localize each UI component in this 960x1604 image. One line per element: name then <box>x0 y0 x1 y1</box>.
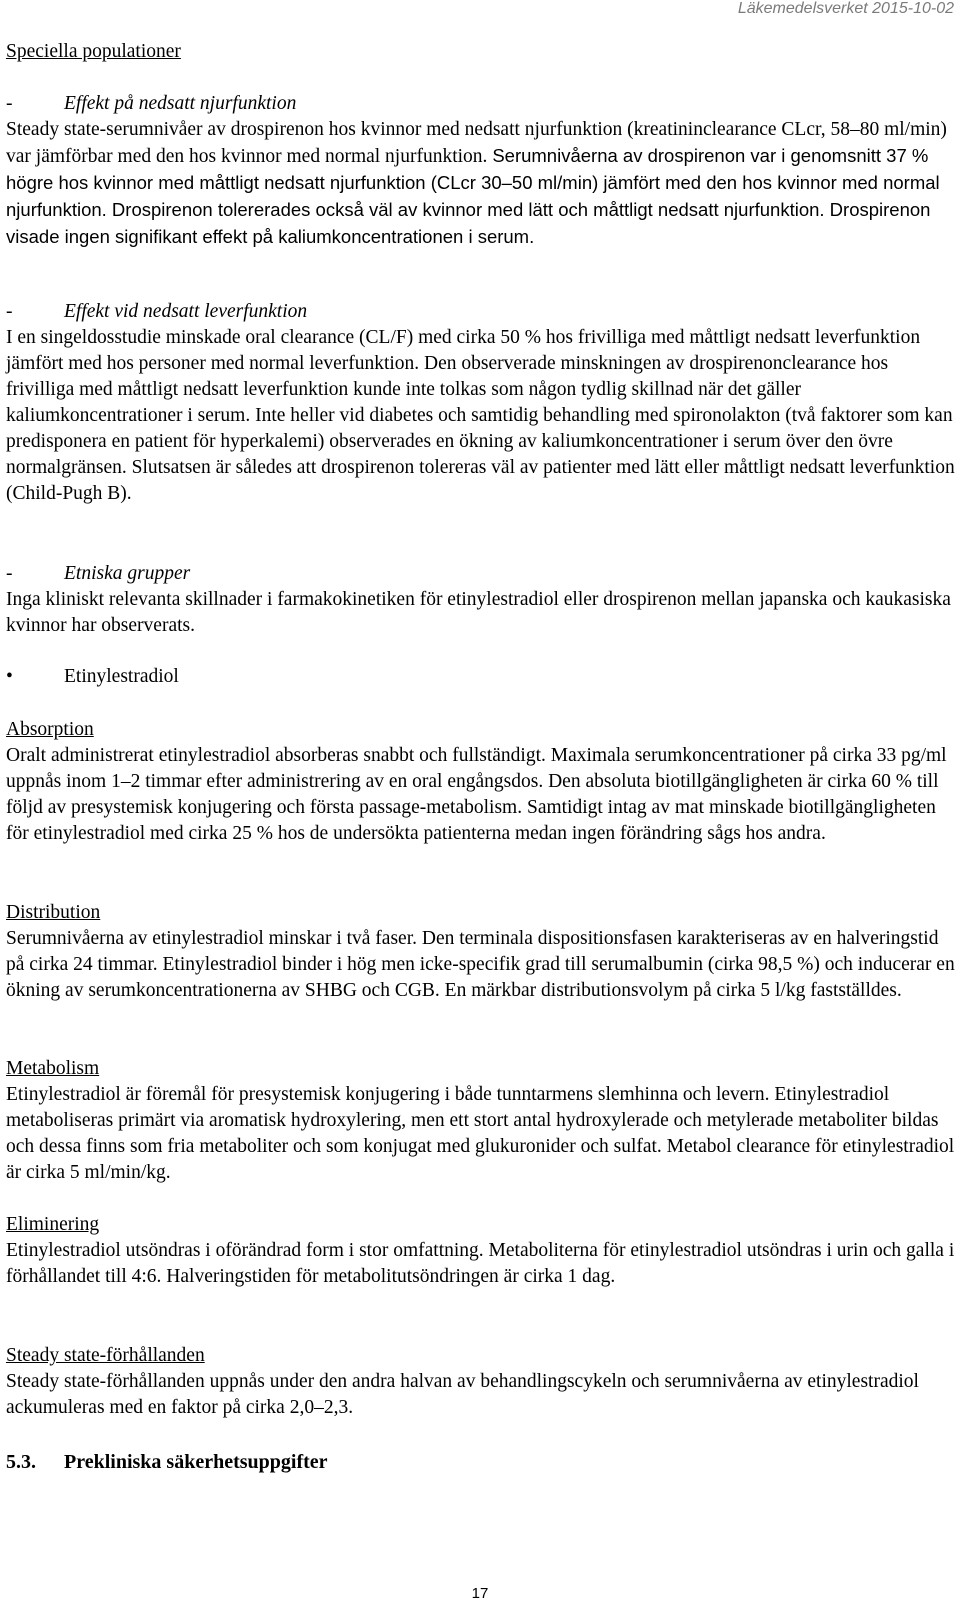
section-heading-text: Prekliniska säkerhetsuppgifter <box>64 1451 328 1473</box>
ethinylestradiol-label: Etinylestradiol <box>64 666 179 687</box>
section-number: 5.3. <box>6 1451 36 1473</box>
renal-heading-text: Effekt på nedsatt njurfunktion <box>64 93 297 114</box>
hepatic-heading-text: Effekt vid nedsatt leverfunktion <box>64 301 308 322</box>
hepatic-section <box>6 299 956 507</box>
renal-text-b: Serumnivåerna av drospirenon var i genomsnitt 37 % högre hos kvinnor med måttligt nedsatt njurfunktion (CLcr 30–50 ml/min) jämfört med den hos kvinnor med normal njurfunktion. Drospirenon tolererades också väl av kvinnor med lätt och måttligt nedsatt njurfunktion. Drospirenon visade ingen signifikant effekt på kaliumkoncentrationen i serum. <box>6 145 940 247</box>
absorption-paragraph: Oralt administrerat etinylestradiol absorberas snabbt och fullständigt. Maximala serumkoncentrationer på cirka 33 pg/ml uppnås inom 1–2 timmar efter administrering av en oral engångsdos. Den absoluta biotillgängligheten är cirka 60 % till följd av presystemisk konjugering och första passage-metabolism. Samtidigt intag av mat minskade biotillgängligheten för etinylestradiol med cirka 25 % hos de undersökta patienterna medan ingen förändring sågs hos andra. <box>6 745 947 844</box>
section-title-elimination: Eliminering <box>6 1214 100 1235</box>
dash: - <box>6 301 13 322</box>
distribution-paragraph: Serumnivåerna av etinylestradiol minskar i två faser. Den terminala dispositionsfasen karakteriseras av en halveringstid på cirka 24 timmar. Etinylestradiol binder i hög men icke-specifik grad till serumalbumin (cirka 98,5 %) och inducerar en ökning av serumkoncentrationerna av SHBG och CGB. En märkbar distributionsvolym på cirka 5 l/kg fastställdes. <box>6 928 955 1001</box>
ethnic-paragraph: Inga kliniskt relevanta skillnader i farmakokinetiken för etinylestradiol eller drospirenon mellan japanska och kaukasiska kvinnor har observerats. <box>6 589 951 636</box>
dash: - <box>6 563 13 584</box>
renal-paragraph <box>6 117 956 251</box>
bullet-icon: • <box>6 666 13 687</box>
steady-state-paragraph: Steady state-förhållanden uppnås under den andra halvan av behandlingscykeln och serumnivåerna av etinylestradiol ackumuleras med en faktor på cirka 2,0–2,3. <box>6 1371 919 1418</box>
metabolism-paragraph: Etinylestradiol är föremål för presystemisk konjugering i både tunntarmens slemhinna och levern. Etinylestradiol metaboliseras primärt via aromatisk hydroxylering, men ett stort antal hydroxylerade och metylerade metaboliter bildas och dessa finns som fria metaboliter och som konjugat med glukuronider och sulfat. Metabol clearance för etinylestradiol är cirka 5 ml/min/kg. <box>6 1084 955 1183</box>
dash: - <box>6 93 13 114</box>
page-number: 17 <box>471 1585 489 1602</box>
document-date-header: Läkemedelsverket 2015-10-02 <box>737 0 954 17</box>
section-title-absorption: Absorption <box>6 719 94 740</box>
hepatic-heading <box>6 299 956 325</box>
elimination-paragraph: Etinylestradiol utsöndras i oförändrad form i stor omfattning. Metaboliterna för etinylestradiol utsöndras i urin och galla i förhållandet till 4:6. Halveringstiden för metabolitutsöndringen är cirka 1 dag. <box>6 1240 955 1287</box>
renal-text-a: Steady state-serumnivåer av drospirenon hos kvinnor med nedsatt njurfunktion (kreatininclearance CLcr, 58–80 ml/min) var jämförbar med den hos kvinnor med normal njurfunktion. <box>6 119 947 167</box>
section-title-metabolism: Metabolism <box>6 1058 100 1079</box>
section-title-steady-state: Steady state-förhållanden <box>6 1345 205 1366</box>
ethinylestradiol-bullet-item <box>6 664 179 690</box>
ethnic-heading-text: Etniska grupper <box>64 563 191 584</box>
section-title-distribution: Distribution <box>6 902 101 923</box>
renal-heading <box>6 91 956 117</box>
renal-section <box>6 91 956 251</box>
section-heading-5-3 <box>6 1449 328 1475</box>
ethnic-section <box>6 561 956 639</box>
hepatic-paragraph: I en singeldosstudie minskade oral clearance (CL/F) med cirka 50 % hos frivilliga med måttligt nedsatt leverfunktion jämfört med hos personer med normal leverfunktion. Den observerade minskningen av drospirenonclearance hos frivilliga med måttligt nedsatt leverfunktion kunde inte tolkas som någon tydlig skillnad när det gäller kaliumkoncentrationer i serum. Inte heller vid diabetes och samtidig behandling med spironolakton (två faktorer som kan predisponera en patient för hyperkalemi) observerades en ökning av kaliumkoncentrationer i serum över den övre normalgränsen. Slutsatsen är således att drospirenon tolereras väl av patienter med lätt eller måttligt nedsatt leverfunktion (Child-Pugh B). <box>6 327 955 504</box>
section-title-special-populations: Speciella populationer <box>6 41 181 62</box>
ethnic-heading <box>6 561 956 587</box>
